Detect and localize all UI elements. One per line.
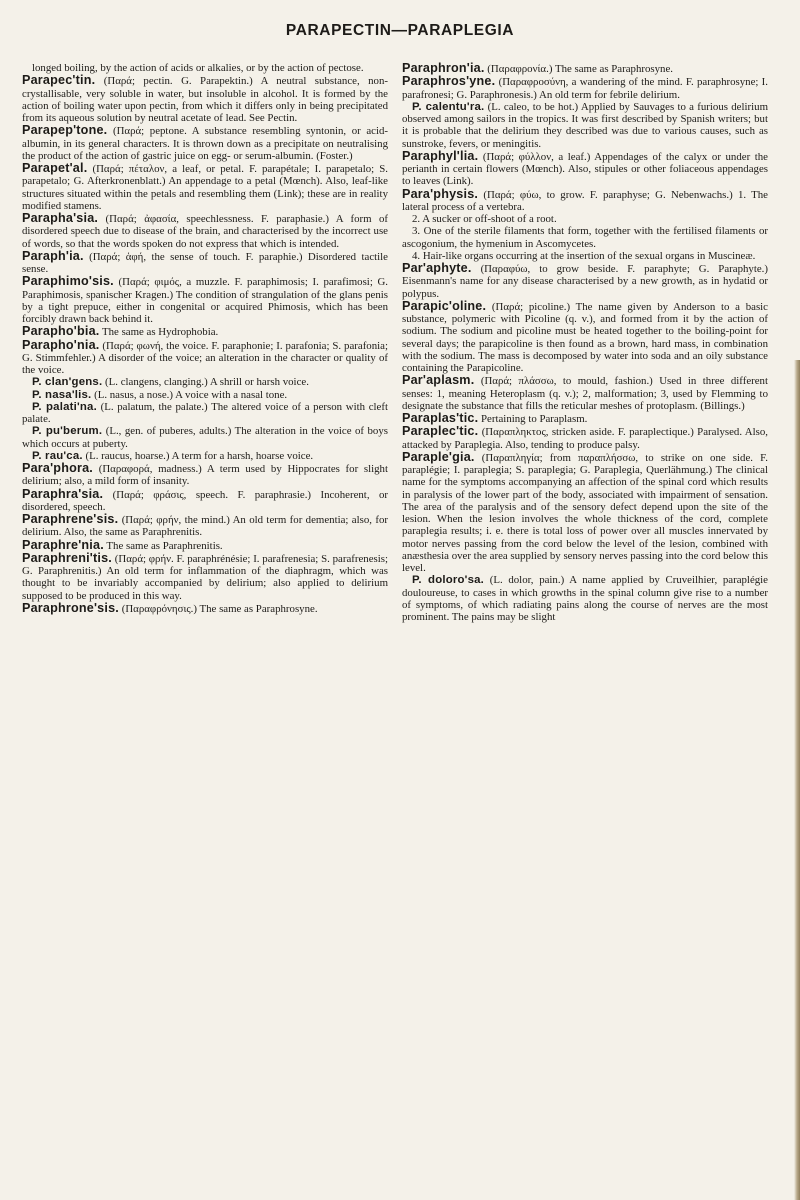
dictionary-entry <box>22 162 388 212</box>
entry-headword: Parapic'oline. <box>402 298 487 313</box>
entry-headword: P. calentu'ra. <box>412 100 485 113</box>
dictionary-entry <box>402 62 768 75</box>
entry-definition: The same as Paraphrenitis. <box>106 539 223 552</box>
entry-headword: P. doloro'sa. <box>412 574 485 587</box>
entry-headword: P. palati'na. <box>32 400 97 413</box>
entry-headword: Parapep'tone. <box>22 123 108 138</box>
entry-definition: (Παρά; ἀφασία, speechlessness. F. paraphasie.) A form of disordered speech due to disease of the brain, and characterised by the incorrect use of words, so that the words spoken do not express that which is intended. <box>22 213 389 250</box>
entry-definition: (L. raucus, hoarse.) A term for a harsh, hoarse voice. <box>85 449 314 462</box>
entry-definition: (Παρά; ἁφή, the sense of touch. F. paraphie.) Disordered tactile sense. <box>22 250 388 275</box>
entry-headword: P. pu'berum. <box>32 425 103 438</box>
entry-definition: (Παρά; pectin. G. Parapektin.) A neutral substance, non-crystallisable, very soluble in water, but insoluble in alcohol. It is formed by the action of boiling water upon pectin, from which it differs only in being precipitated from its aqueous solution by neutral acetate of lead. See Pectin. <box>22 75 388 124</box>
dictionary-entry <box>402 213 768 225</box>
entry-definition: Pertaining to Paraplasm. <box>481 413 588 425</box>
entry-headword: Paraphrene'sis. <box>22 512 119 526</box>
left-column <box>22 62 388 615</box>
dictionary-entry <box>22 74 388 124</box>
entry-headword: Paraphre'nia. <box>22 537 104 552</box>
running-head: PARAPECTIN—PARAPLEGIA <box>285 22 515 39</box>
dictionary-entry <box>22 275 388 325</box>
entry-definition: (Παρά; φιμός, a muzzle. F. paraphimosis; I. parafimosi; G. Paraphimosis, spanischer Kragen.) The condition of strangulation of the glans penis by a tight prepuce, either in congenital or acquired Phimosis, which has been forcibly drawn back behind it. <box>22 276 389 325</box>
entry-headword: Para'physis. <box>402 186 479 201</box>
dictionary-entry <box>22 539 388 552</box>
entry-headword: P. clan'gens. <box>32 376 103 389</box>
dictionary-entry <box>402 75 768 101</box>
entry-definition: (L. palatum, the palate.) The altered voice of a person with cleft palate. <box>22 400 388 425</box>
entry-headword: Parapec'tin. <box>22 73 96 88</box>
dictionary-entry <box>402 374 768 412</box>
entry-headword: Parapha'sia. <box>22 211 99 225</box>
entry-definition: (Παραφρόνησις.) The same as Paraphrosyne. <box>121 602 318 615</box>
entry-headword: Parapet'al. <box>22 161 88 175</box>
dictionary-entry <box>402 300 768 375</box>
entry-headword: Paraphreni'tis. <box>22 550 112 565</box>
entry-headword: Paraplec'tic. <box>402 424 479 439</box>
dictionary-entry <box>402 188 768 214</box>
page-edge-shadow <box>794 360 800 1200</box>
dictionary-entry <box>22 325 388 338</box>
dictionary-entry <box>402 150 768 188</box>
dictionary-entry <box>22 425 388 450</box>
entry-headword: Parapho'bia. <box>22 324 100 339</box>
entry-definition: (Παραπληγία; from παραπλήσσω, to strike on one side. F. paraplégie; I. paraplegia; S. paraplegia; G. Paraplegia, Querlähmung.) The clinical name for the symptoms accompanying an affection of the spinal cord which results in paralysis of the lower part of the body, associated with impairment of sensation. The area of the paralysis and of the sensory defect depend upon the site of the lesion. When the lesion involves the whole thickness of the cord, complete paraplegia results; i. e. there is total loss of power over all muscles innervated by motor nerves passing from the cord below the level of the lesion, combined with anæsthesia over the area supplied by sensory nerves passing into the cord below this level. <box>402 451 768 574</box>
entry-headword: Para'phora. <box>22 461 93 475</box>
entry-definition: 3. One of the sterile filaments that form, together with the fertilised filaments or ascogonium, the hymenium in Ascomycetes. <box>402 225 768 250</box>
dictionary-entry <box>22 513 388 539</box>
entry-definition: (Παρά; φρήν, the mind.) An old term for dementia; also, for delirium. Also, the same as Paraphrenitis. <box>22 514 388 539</box>
entry-headword: Paraphyl'lia. <box>402 148 479 163</box>
dictionary-entry <box>22 552 388 602</box>
dictionary-entry <box>402 574 768 623</box>
entry-definition: (Παρά; πλάσσω, to mould, fashion.) Used in three different senses: 1, meaning Heteroplasm (q. v.); 2, malformation; 3, used by Flemming to designate the substance that fills the reticular meshes of protoplasm. (Billings.) <box>402 375 768 412</box>
dictionary-entry <box>402 225 768 250</box>
entry-headword: Paraphra'sia. <box>22 486 104 501</box>
entry-definition: (Παρά; πέταλον, a leaf, or petal. F. parapétale; I. parapetalo; S. parapetalo; G. Afterkronenblatt.) An appendage to a petal (Mœnch). Also, leaf-like structures situated within the petals and resembling them (Link); these are in reality modified stamens. <box>22 163 389 212</box>
entry-definition: (Παρά; φράσις, speech. F. paraphrasie.) Incoherent, or disordered, speech. <box>22 488 388 513</box>
dictionary-entry <box>22 462 388 488</box>
entry-definition: (Παρά; φρήν. F. paraphrénésie; I. parafrenesia; S. parafrenesis; G. Paraphrenitis.) An old term for inflammation of the diaphragm, which was thought to be invariably accompanied by delirium; also applied to delirium supposed to be produced in this way. <box>22 552 388 602</box>
entry-definition: The same as Hydrophobia. <box>102 326 219 339</box>
entry-definition: 2. A sucker or off-shoot of a root. <box>412 213 557 225</box>
dictionary-entry <box>22 376 388 388</box>
dictionary-entry <box>22 389 388 401</box>
dictionary-entry <box>22 124 388 162</box>
entry-definition: (L. clangens, clanging.) A shrill or harsh voice. <box>105 376 309 389</box>
entry-definition: (L. dolor, pain.) A name applied by Cruveilhier, paraplégie douloureuse, to cases in which growths in the spinal column give rise to a number of symptoms, of which radiating pains along the course of nerves are the most prominent. The pains may be slight <box>402 574 768 623</box>
entry-headword: Paraphimo'sis. <box>22 274 114 289</box>
dictionary-entry <box>22 602 388 615</box>
entry-headword: Par'aphyte. <box>402 261 472 275</box>
entry-definition: (Παραφρονία.) The same as Paraphrosyne. <box>487 63 673 75</box>
entry-definition: (L., gen. of puberes, adults.) The alteration in the voice of boys which occurs at puberty. <box>22 425 388 450</box>
entry-definition: (Παραπληκτος, stricken aside. F. paraplectique.) Paralysed. Also, attacked by Paraplegia. Also, tending to produce palsy. <box>402 426 769 451</box>
entry-headword: Paraphron'ia. <box>402 61 485 75</box>
entry-definition: (Παραφορά, madness.) A term used by Hippocrates for slight delirium; also, a mild form of insanity. <box>22 463 388 488</box>
entry-headword: P. nasa'lis. <box>32 388 92 401</box>
dictionary-entry <box>22 250 388 276</box>
entry-headword: Par'aplasm. <box>402 373 475 388</box>
dictionary-entry <box>22 488 388 514</box>
entry-definition: 4. Hair-like organs occurring at the insertion of the sexual organs in Muscineæ. <box>412 249 756 262</box>
entry-headword: Parapho'nia. <box>22 337 100 352</box>
dictionary-entry <box>402 262 768 300</box>
dictionary-entry <box>22 212 388 250</box>
entry-definition: longed boiling, by the action of acids or alkalies, or by the action of pectose. <box>32 62 364 74</box>
dictionary-entry <box>402 425 768 451</box>
entry-headword: Paraphros'yne. <box>402 74 496 89</box>
entry-definition: (Παραφύω, to grow beside. F. paraphyte; G. Paraphyte.) Eisenmann's name for any disease characterised by a new growth, as in hydatid or polypus. <box>402 263 768 300</box>
entry-headword: Paraphrone'sis. <box>22 600 119 615</box>
entry-definition: (Παραφροσύνη, a wandering of the mind. F. paraphrosyne; I. parafronesi; G. Paraphronesis.) An old term for febrile delirium. <box>402 76 769 101</box>
dictionary-entry <box>22 401 388 426</box>
dictionary-entry <box>402 412 768 425</box>
entry-definition: (Παρά; φωνή, the voice. F. paraphonie; I. parafonia; S. parafonia; G. Stimmfehler.) A disorder of the voice; an alteration in the character or quality of the voice. <box>22 339 388 376</box>
dictionary-entry <box>402 101 768 150</box>
dictionary-entry <box>402 451 768 575</box>
entry-definition: (L. caleo, to be hot.) Applied by Sauvages to a furious delirium observed among sailors in the tropics. It was first described by Spanish writers; but it is probable that the delirium they described was due to various causes, such as sunstroke, fevers, or meningitis. <box>402 100 769 150</box>
entry-definition: (Παρά; picoline.) The name given by Anderson to a basic substance, polymeric with Picoline (q. v.), and formed from it by the action of sodium. The sodium and picoline must be heated together to the boiling-point for several days; the parapicoline is then found as a brown, hard mass, in combination with the sodium. The mass is decomposed by water into soda and an oily substance containing the Parapicoline. <box>402 300 768 374</box>
entry-headword: Paraple'gia. <box>402 449 475 464</box>
entry-headword: Paraplas'tic. <box>402 411 479 425</box>
dictionary-entry <box>22 339 388 377</box>
entry-definition: (Παρά; φύλλον, a leaf.) Appendages of the calyx or under the perianth in certain flowers (Mœnch). Also, stipules or other foliaceous appendages to leaves (Link). <box>402 150 768 188</box>
entry-definition: (Παρά; φύω, to grow. F. paraphyse; G. Nebenwachs.) 1. The lateral process of a vertebra. <box>402 188 769 213</box>
entry-headword: P. rau'ca. <box>32 449 83 462</box>
entry-definition: (L. nasus, a nose.) A voice with a nasal tone. <box>94 388 288 401</box>
entry-definition: (Παρά; peptone. A substance resembling syntonin, or acid-albumin, in its general characters. It is thrown down as a precipitate on neutralising the product of the action of gastric juice on egg- or serum-albumin. (Foster.) <box>22 125 388 162</box>
right-column <box>402 62 768 623</box>
entry-headword: Paraph'ia. <box>22 248 84 263</box>
